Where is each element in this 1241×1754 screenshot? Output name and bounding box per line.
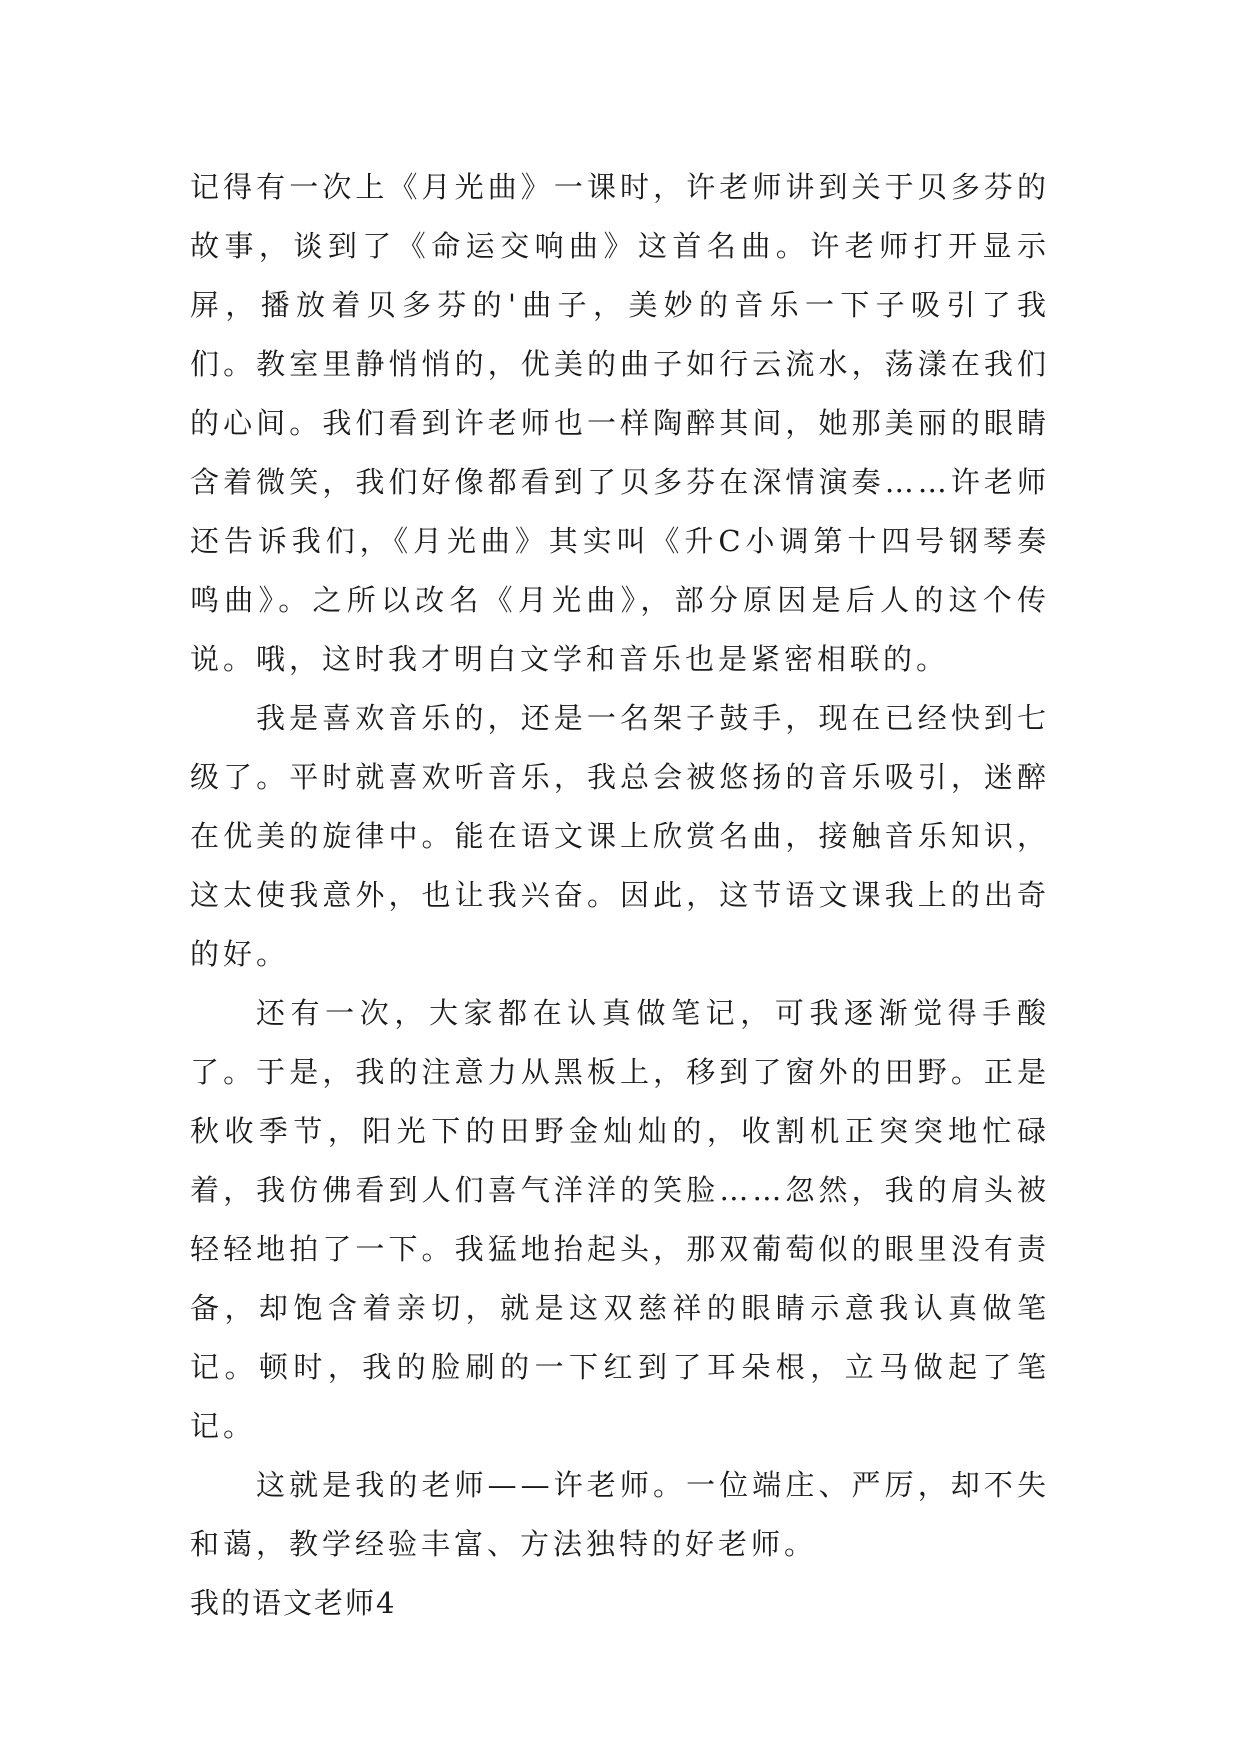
paragraph-4: 这就是我的老师——许老师。一位端庄、严厉，却不失和蔼，教学经验丰富、方法独特的好老师。 bbox=[190, 1468, 1050, 1561]
paragraph-2: 我是喜欢音乐的，还是一名架子鼓手，现在已经快到七级了。平时就喜欢听音乐，我总会被悠扬的音乐吸引，迷醉在优美的旋律中。能在语文课上欣赏名曲，接触音乐知识，这太使我意外，也让我兴奋。因此，这节语文课我上的出奇的好。 bbox=[190, 701, 1050, 971]
paragraph-1: 记得有一次上《月光曲》一课时，许老师讲到关于贝多芬的故事，谈到了《命运交响曲》这首名曲。许老师打开显示屏，播放着贝多芬的'曲子，美妙的音乐一下子吸引了我们。教室里静悄悄的，优美的曲子如行云流水，荡漾在我们的心间。我们看到许老师也一样陶醉其间，她那美丽的眼睛含着微笑，我们好像都看到了贝多芬在深情演奏……许老师还告诉我们，《月光曲》其实叫《升C小调第十四号钢琴奏鸣曲》。之所以改名《月光曲》，部分原因是后人的这个传说。哦，这时我才明白文学和音乐也是紧密相联的。 bbox=[190, 170, 1050, 676]
document-body bbox=[190, 158, 1050, 1633]
section-heading: 我的语文老师4 bbox=[190, 1586, 397, 1620]
paragraph-3: 还有一次，大家都在认真做笔记，可我逐渐觉得手酸了。于是，我的注意力从黑板上，移到了窗外的田野。正是秋收季节，阳光下的田野金灿灿的，收割机正突突地忙碌着，我仿佛看到人们喜气洋洋的笑脸……忽然，我的肩头被轻轻地拍了一下。我猛地抬起头，那双葡萄似的眼里没有责备，却饱含着亲切，就是这双慈祥的眼睛示意我认真做笔记。顿时，我的脸刷的一下红到了耳朵根，立马做起了笔记。 bbox=[190, 996, 1050, 1443]
